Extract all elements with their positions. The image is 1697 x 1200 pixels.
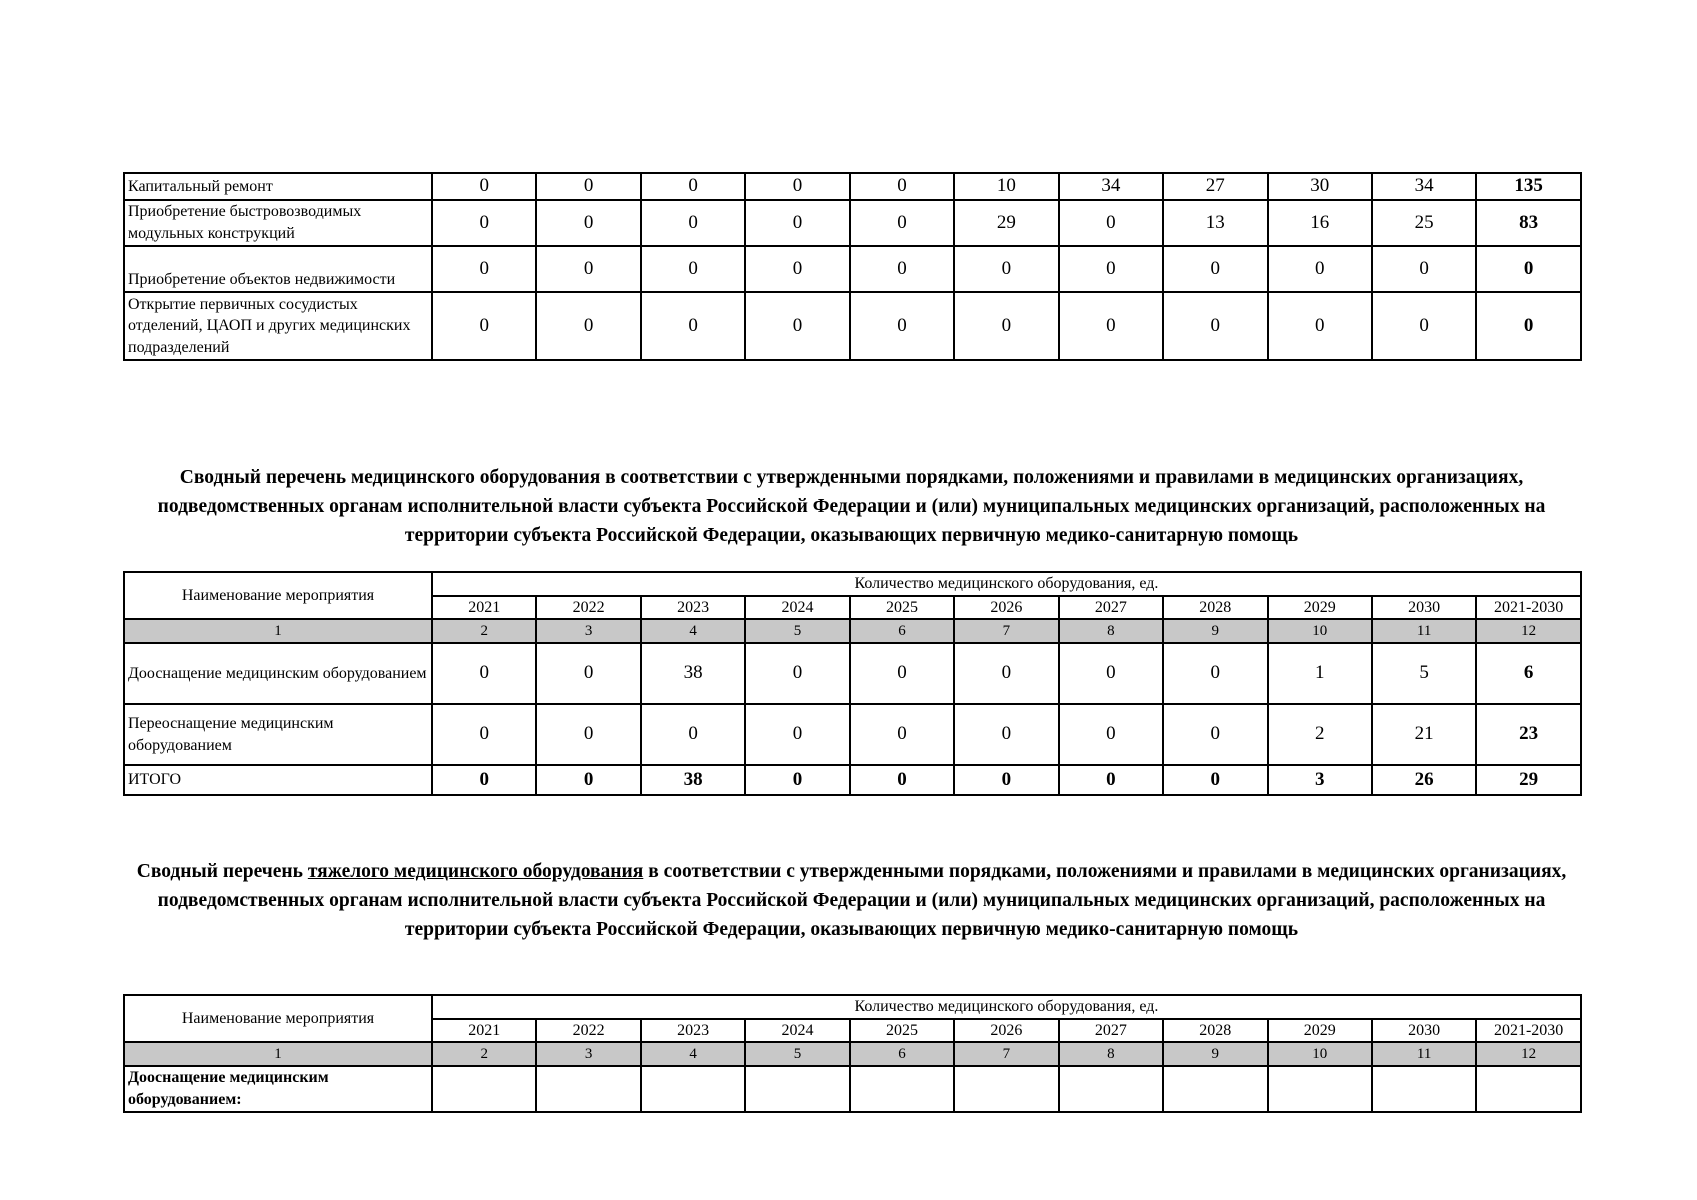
title-part: Сводный перечень xyxy=(136,861,308,882)
cell: 27 xyxy=(1163,173,1267,200)
cell xyxy=(850,1066,954,1112)
year-header: 2029 xyxy=(1268,596,1372,619)
index-cell: 1 xyxy=(124,1042,432,1066)
row-name: Капитальный ремонт xyxy=(124,173,432,200)
year-header: 2028 xyxy=(1163,596,1267,619)
row-name: Дооснащение медицинским оборудованием xyxy=(124,643,432,704)
cell xyxy=(745,1066,849,1112)
cell: 3 xyxy=(1268,765,1372,795)
cell: 0 xyxy=(850,246,954,292)
total-cell: 0 xyxy=(1476,292,1580,360)
cell: 0 xyxy=(1059,200,1163,246)
column-header-name: Наименование мероприятия xyxy=(124,995,432,1042)
cell: 25 xyxy=(1372,200,1476,246)
year-header: 2030 xyxy=(1372,596,1476,619)
cell xyxy=(1163,1066,1267,1112)
row-name: Открытие первичных сосудистых отделений, ЦАОП и других медицинских подразделений xyxy=(124,292,432,360)
cell: 0 xyxy=(850,292,954,360)
cell: 21 xyxy=(1372,704,1476,765)
section-title xyxy=(123,857,1580,944)
cell: 0 xyxy=(432,246,536,292)
title-part: в соответствии с утвержденными порядками, положениями и правилами в медицинских организациях, подведомственных органам исполнительной власти субъекта Российской Федерации и (или) муниципальных медицинских организаций, расположенных на территории субъекта Российской Федерации, оказывающих первичную медико-санитарную помощь xyxy=(157,861,1567,940)
index-cell: 6 xyxy=(850,619,954,643)
cell: 26 xyxy=(1372,765,1476,795)
cell: 34 xyxy=(1059,173,1163,200)
itogo-row xyxy=(124,765,1581,795)
cell: 0 xyxy=(432,200,536,246)
index-cell: 10 xyxy=(1268,1042,1372,1066)
index-cell: 9 xyxy=(1163,619,1267,643)
index-cell: 4 xyxy=(641,619,745,643)
year-header: 2030 xyxy=(1372,1019,1476,1042)
group-header: Количество медицинского оборудования, ед. xyxy=(432,572,1581,596)
cell: 0 xyxy=(1163,704,1267,765)
year-header: 2022 xyxy=(536,596,640,619)
total-cell: 23 xyxy=(1476,704,1581,765)
cell: 0 xyxy=(745,292,849,360)
cell: 0 xyxy=(954,765,1058,795)
year-header: 2021 xyxy=(432,596,536,619)
cell: 0 xyxy=(536,200,640,246)
cell: 0 xyxy=(641,704,745,765)
year-header: 2021 xyxy=(432,1019,536,1042)
cell: 0 xyxy=(1059,246,1163,292)
cell: 0 xyxy=(1372,292,1476,360)
index-cell: 5 xyxy=(745,1042,849,1066)
year-header: 2023 xyxy=(641,596,745,619)
year-header: 2027 xyxy=(1059,1019,1163,1042)
index-cell: 3 xyxy=(536,1042,640,1066)
cell: 2 xyxy=(1268,704,1372,765)
table-row xyxy=(124,173,1581,200)
total-cell: 135 xyxy=(1476,173,1580,200)
table-row xyxy=(124,1066,1581,1112)
header-row xyxy=(124,995,1581,1019)
index-cell: 8 xyxy=(1059,1042,1163,1066)
cell: 0 xyxy=(954,643,1058,704)
cell: 0 xyxy=(850,173,954,200)
table-row xyxy=(124,292,1581,360)
header-row xyxy=(124,572,1581,596)
cell xyxy=(536,1066,640,1112)
index-cell: 12 xyxy=(1476,1042,1581,1066)
cell: 0 xyxy=(536,704,640,765)
cell: 0 xyxy=(954,292,1058,360)
index-cell: 9 xyxy=(1163,1042,1267,1066)
title-underlined: тяжелого медицинского оборудования xyxy=(307,861,644,882)
cell xyxy=(432,1066,536,1112)
year-header: 2028 xyxy=(1163,1019,1267,1042)
cell: 0 xyxy=(641,292,745,360)
group-header: Количество медицинского оборудования, ед. xyxy=(432,995,1581,1019)
index-cell: 8 xyxy=(1059,619,1163,643)
cell: 0 xyxy=(1268,246,1372,292)
total-cell: 6 xyxy=(1476,643,1581,704)
cell: 0 xyxy=(641,200,745,246)
index-cell: 6 xyxy=(850,1042,954,1066)
cell: 0 xyxy=(954,704,1058,765)
year-header: 2026 xyxy=(954,596,1058,619)
cell xyxy=(954,1066,1058,1112)
year-header: 2029 xyxy=(1268,1019,1372,1042)
cell: 16 xyxy=(1268,200,1372,246)
year-header: 2023 xyxy=(641,1019,745,1042)
heavy-equipment-table xyxy=(123,994,1582,1113)
index-cell: 7 xyxy=(954,619,1058,643)
cell: 0 xyxy=(850,200,954,246)
total-cell: 0 xyxy=(1476,246,1580,292)
cell: 0 xyxy=(745,173,849,200)
table-row xyxy=(124,704,1581,765)
index-row xyxy=(124,1042,1581,1066)
cell: 0 xyxy=(536,292,640,360)
cell: 0 xyxy=(1268,292,1372,360)
index-cell: 12 xyxy=(1476,619,1581,643)
cell: 0 xyxy=(1163,643,1267,704)
table-row xyxy=(124,246,1581,292)
cell: 0 xyxy=(1059,765,1163,795)
total-cell: 29 xyxy=(1476,765,1581,795)
cell: 0 xyxy=(432,173,536,200)
year-header: 2027 xyxy=(1059,596,1163,619)
cell: 34 xyxy=(1372,173,1476,200)
cell: 0 xyxy=(641,246,745,292)
equipment-table xyxy=(123,571,1582,796)
cell: 38 xyxy=(641,765,745,795)
cell: 29 xyxy=(954,200,1058,246)
row-name: Дооснащение медицинским оборудованием: xyxy=(124,1066,432,1112)
cell: 0 xyxy=(850,765,954,795)
section-title: Сводный перечень медицинского оборудования в соответствии с утвержденными порядками, положениями и правилами в медицинских организациях, подведомственных органам исполнительной власти субъекта Российской Федерации и (или) муниципальных медицинских организаций, расположенных на территории субъекта Российской Федерации, оказывающих первичную медико-санитарную помощь xyxy=(157,467,1546,546)
index-row xyxy=(124,619,1581,643)
table-row xyxy=(124,643,1581,704)
index-cell: 2 xyxy=(432,619,536,643)
index-cell: 10 xyxy=(1268,619,1372,643)
table-row xyxy=(124,200,1581,246)
index-cell: 1 xyxy=(124,619,432,643)
cell: 38 xyxy=(641,643,745,704)
cell: 0 xyxy=(641,173,745,200)
cell: 0 xyxy=(1059,704,1163,765)
year-header: 2022 xyxy=(536,1019,640,1042)
index-cell: 3 xyxy=(536,619,640,643)
cell: 0 xyxy=(536,173,640,200)
cell xyxy=(641,1066,745,1112)
cell: 0 xyxy=(1059,292,1163,360)
index-cell: 7 xyxy=(954,1042,1058,1066)
cell: 0 xyxy=(745,200,849,246)
cell: 0 xyxy=(1163,246,1267,292)
cell: 0 xyxy=(745,765,849,795)
year-header: 2026 xyxy=(954,1019,1058,1042)
index-cell: 4 xyxy=(641,1042,745,1066)
cell: 0 xyxy=(850,704,954,765)
index-cell: 11 xyxy=(1372,1042,1476,1066)
row-name: ИТОГО xyxy=(124,765,432,795)
cell: 30 xyxy=(1268,173,1372,200)
cell xyxy=(1059,1066,1163,1112)
row-name: Переоснащение медицинским оборудованием xyxy=(124,704,432,765)
cell: 13 xyxy=(1163,200,1267,246)
cell: 10 xyxy=(954,173,1058,200)
cell: 0 xyxy=(1163,292,1267,360)
year-header: 2024 xyxy=(745,1019,849,1042)
index-cell: 11 xyxy=(1372,619,1476,643)
cell: 5 xyxy=(1372,643,1476,704)
cell: 0 xyxy=(850,643,954,704)
year-header: 2021-2030 xyxy=(1476,1019,1581,1042)
cell: 0 xyxy=(745,704,849,765)
year-header: 2025 xyxy=(850,596,954,619)
cell: 0 xyxy=(1372,246,1476,292)
year-header: 2021-2030 xyxy=(1476,596,1581,619)
cell xyxy=(1372,1066,1476,1112)
cell: 0 xyxy=(745,643,849,704)
cell: 0 xyxy=(1059,643,1163,704)
cell: 0 xyxy=(536,643,640,704)
year-header: 2025 xyxy=(850,1019,954,1042)
cell: 1 xyxy=(1268,643,1372,704)
cell: 0 xyxy=(432,292,536,360)
total-cell xyxy=(1476,1066,1581,1112)
cell: 0 xyxy=(745,246,849,292)
cell: 0 xyxy=(954,246,1058,292)
index-cell: 5 xyxy=(745,619,849,643)
capital-works-table xyxy=(123,172,1582,361)
row-name: Приобретение быстровозводимых модульных конструкций xyxy=(124,200,432,246)
total-cell: 83 xyxy=(1476,200,1580,246)
cell: 0 xyxy=(432,704,536,765)
cell: 0 xyxy=(536,246,640,292)
index-cell: 2 xyxy=(432,1042,536,1066)
row-name: Приобретение объектов недвижимости xyxy=(124,246,432,292)
year-header: 2024 xyxy=(745,596,849,619)
column-header-name: Наименование мероприятия xyxy=(124,572,432,619)
cell: 0 xyxy=(536,765,640,795)
cell: 0 xyxy=(432,643,536,704)
cell: 0 xyxy=(1163,765,1267,795)
cell: 0 xyxy=(432,765,536,795)
cell xyxy=(1268,1066,1372,1112)
